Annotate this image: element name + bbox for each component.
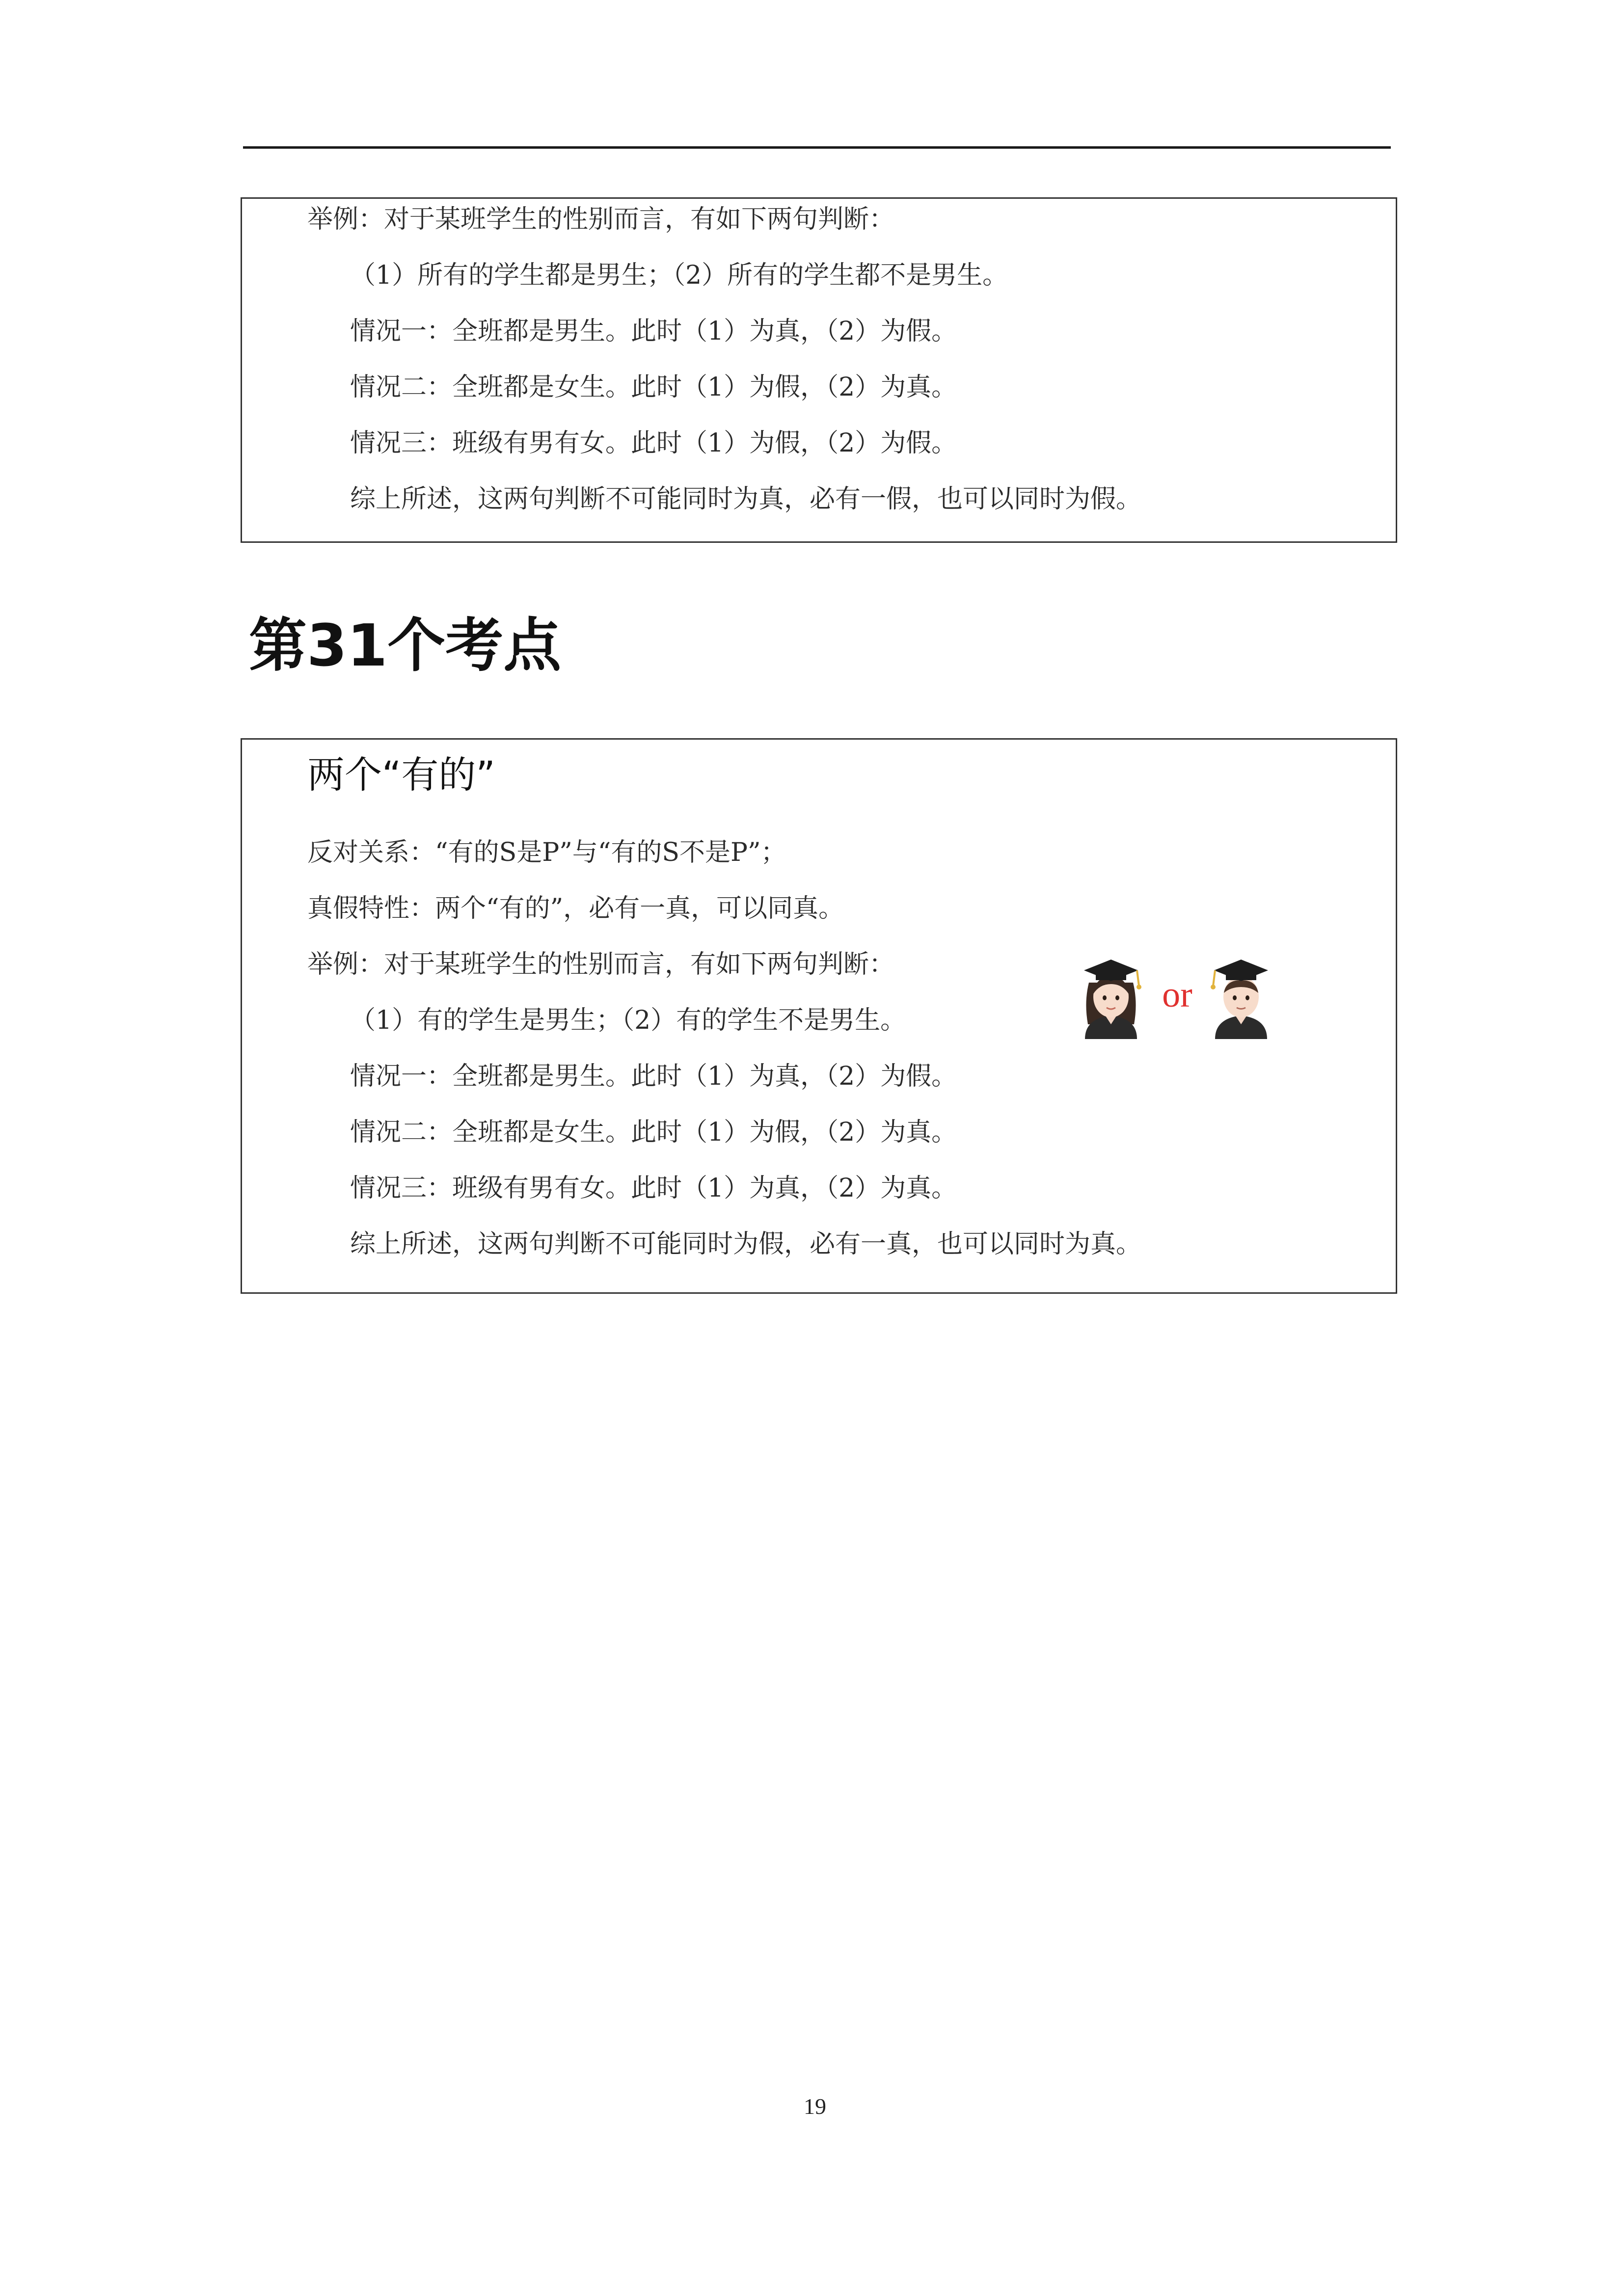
section-title: 第31个考点 (249, 612, 562, 679)
conclusion-line: 综上所述，这两句判断不可能同时为真，必有一假，也可以同时为假。 (350, 484, 1142, 514)
student-emoji-group (1074, 956, 1285, 1044)
female-student-icon (1074, 956, 1148, 1039)
case-three-line: 情况三：班级有男有女。此时（1）为假，（2）为假。 (350, 428, 957, 458)
example-statements-line: （1）有的学生是男生；（2）有的学生不是男生。 (350, 1006, 906, 1035)
concept-title: 两个“有的” (307, 753, 495, 797)
truth-property-line: 真假特性：两个“有的”，必有一真，可以同真。 (307, 894, 844, 923)
header-rule (243, 146, 1391, 149)
example-box-top (241, 197, 1397, 543)
case-two-line: 情况二：全班都是女生。此时（1）为假，（2）为真。 (350, 1118, 957, 1147)
example-intro-line: 举例：对于某班学生的性别而言，有如下两句判断： (307, 205, 895, 234)
page-number: 19 (804, 2094, 826, 2119)
concept-box (241, 738, 1397, 1294)
example-statements-line: （1）所有的学生都是男生；（2）所有的学生都不是男生。 (350, 261, 1008, 290)
case-three-line: 情况三：班级有男有女。此时（1）为真，（2）为真。 (350, 1174, 957, 1203)
case-one-line: 情况一：全班都是男生。此时（1）为真，（2）为假。 (350, 1062, 957, 1091)
or-connector: or (1162, 975, 1192, 1015)
conclusion-line: 综上所述，这两句判断不可能同时为假，必有一真，也可以同时为真。 (350, 1229, 1142, 1259)
male-student-icon (1204, 956, 1278, 1039)
relation-line: 反对关系：“有的S是P”与“有的S不是P”； (307, 838, 786, 867)
case-one-line: 情况一：全班都是男生。此时（1）为真，（2）为假。 (350, 317, 957, 346)
example-intro-line: 举例：对于某班学生的性别而言，有如下两句判断： (307, 950, 895, 979)
case-two-line: 情况二：全班都是女生。此时（1）为假，（2）为真。 (350, 373, 957, 402)
